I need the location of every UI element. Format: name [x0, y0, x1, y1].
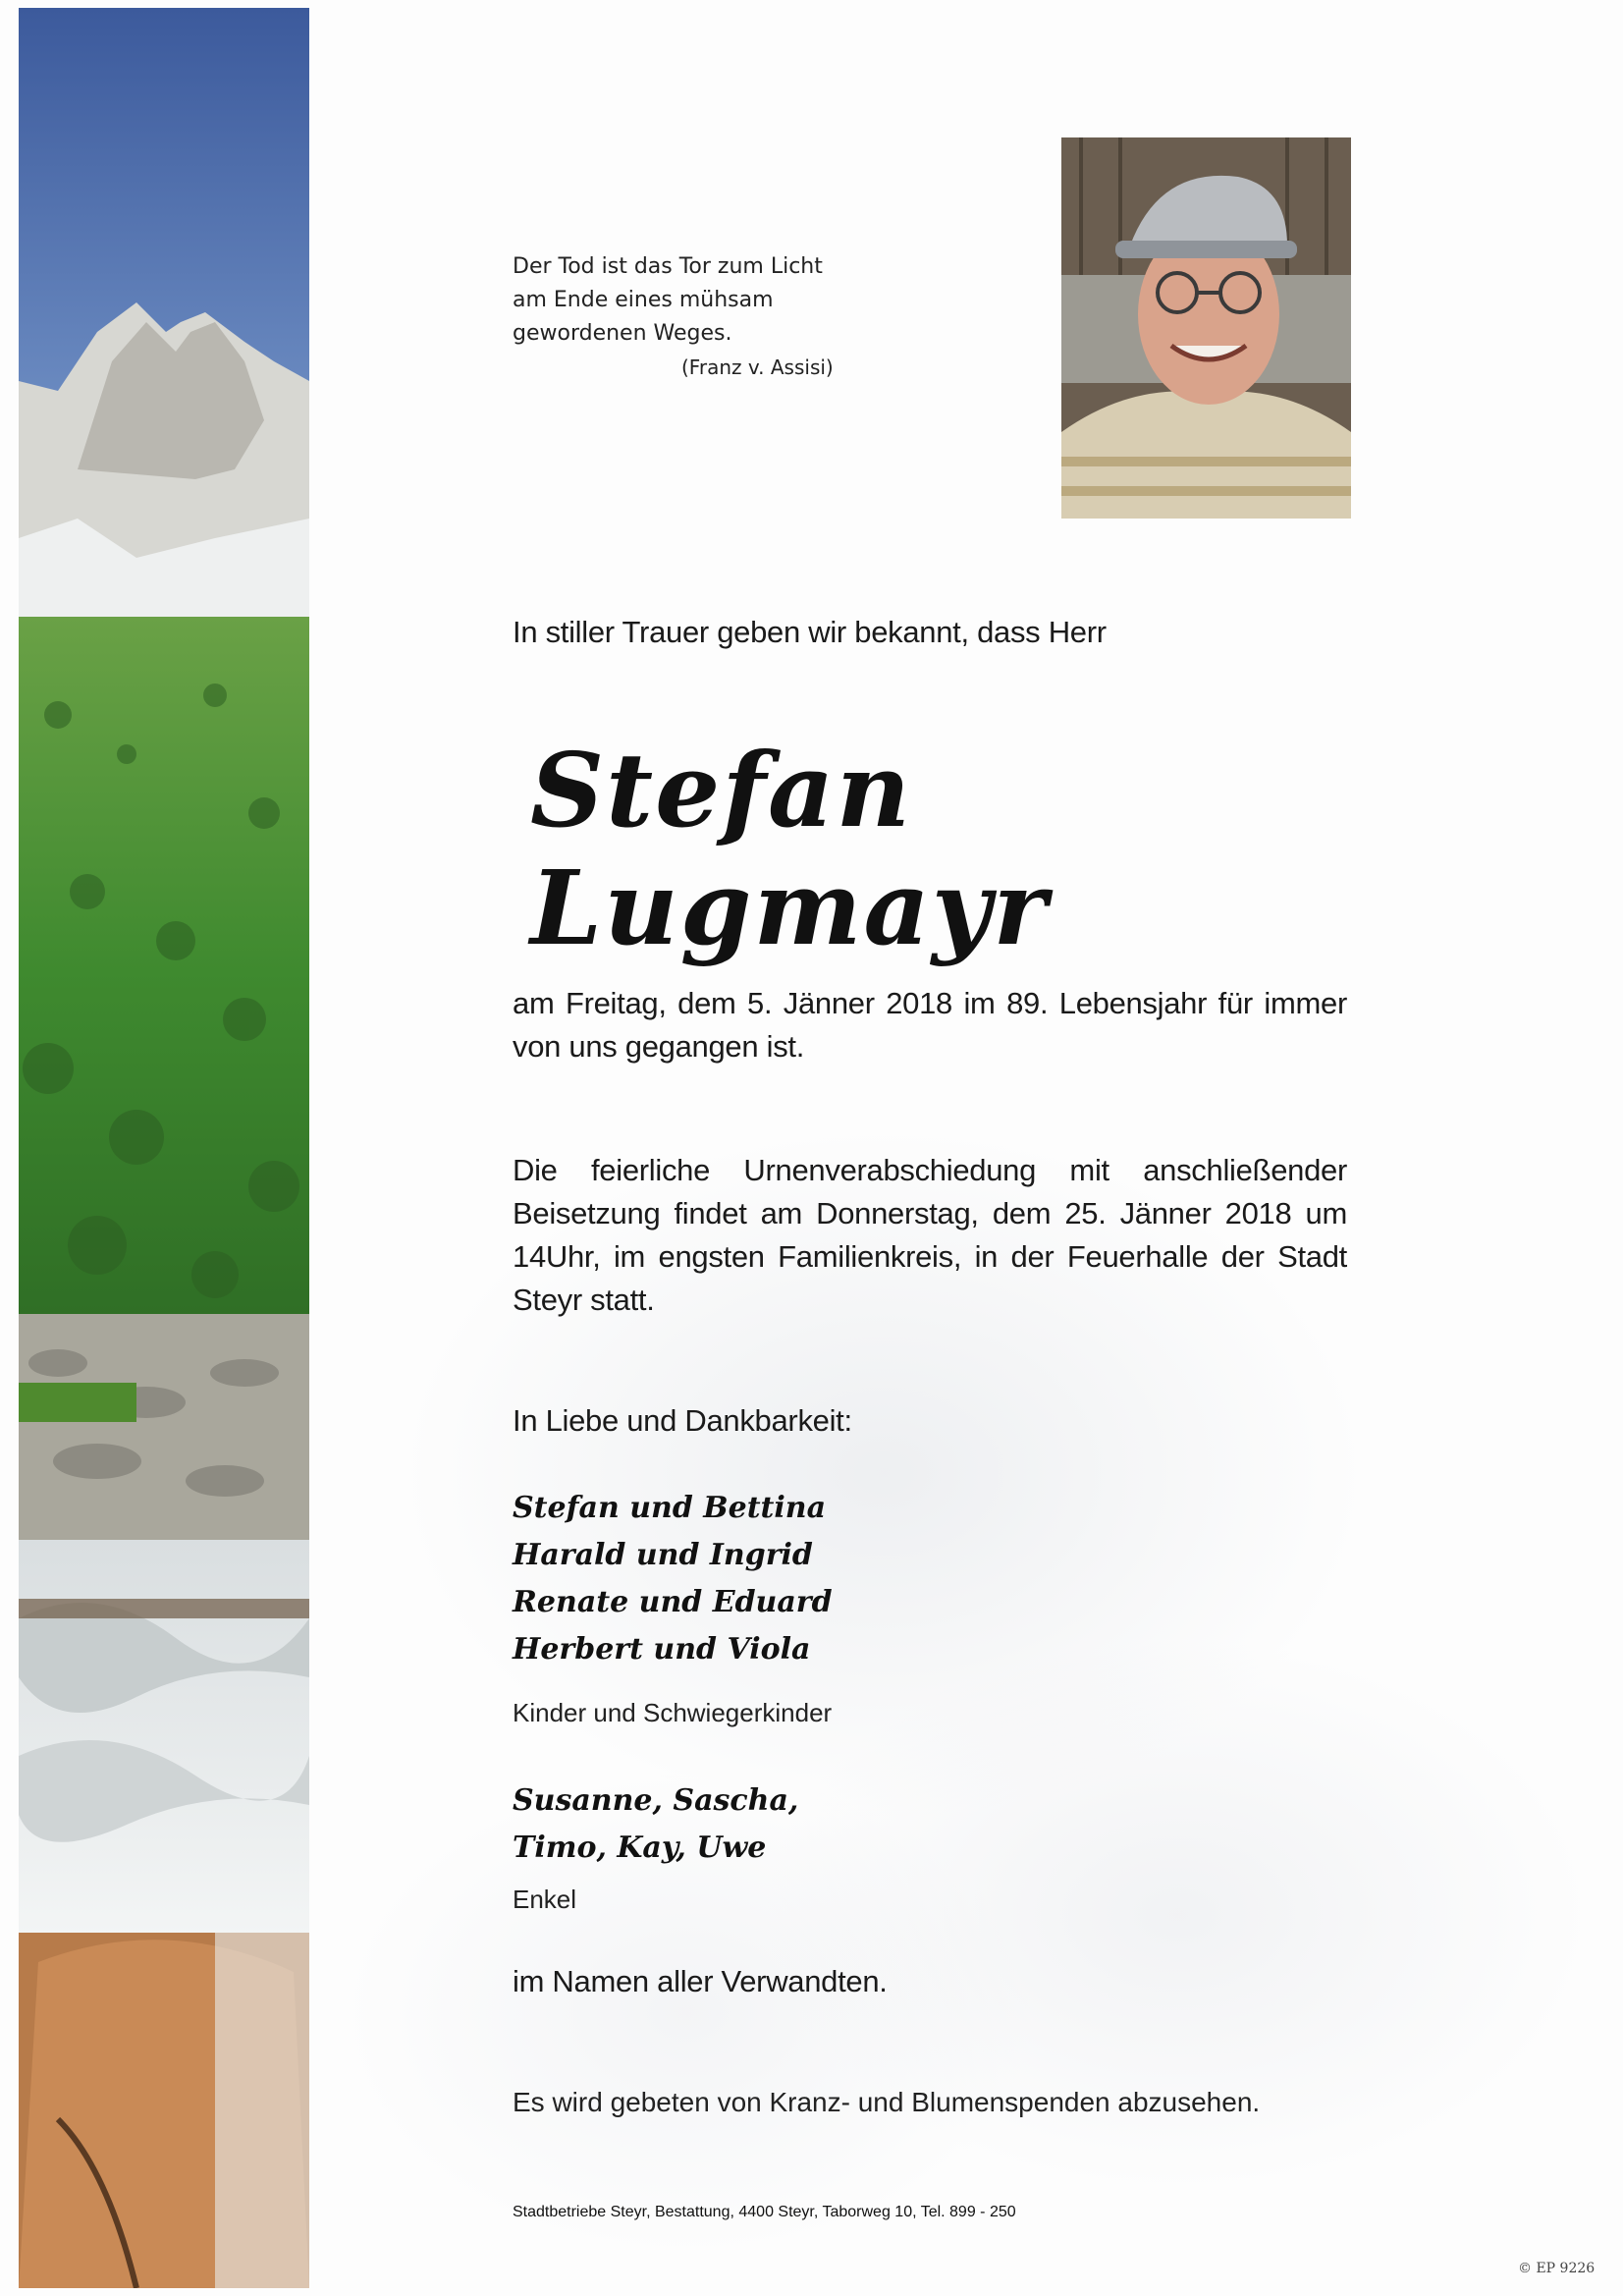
portrait-photo — [1061, 137, 1351, 519]
child-name: Herbert und Viola — [513, 1632, 811, 1667]
children-names — [513, 1485, 833, 1673]
quote-author: (Franz v. Assisi) — [681, 355, 834, 379]
footer-address: Stadtbetriebe Steyr, Bestattung, 4400 Steyr, Taborweg 10, Tel. 899 - 250 — [513, 2204, 1016, 2220]
relatives-text: im Namen aller Verwandten. — [513, 1964, 888, 1998]
intro-text: In stiller Trauer geben wir bekannt, dass Herr — [513, 615, 1107, 649]
deceased-name: Stefan Lugmayr — [530, 730, 1050, 968]
gratitude-text: In Liebe und Dankbarkeit: — [513, 1403, 852, 1438]
child-name: Stefan und Bettina — [513, 1491, 827, 1525]
request-text: Es wird gebeten von Kranz- und Blumenspenden abzusehen. — [513, 2087, 1261, 2117]
ceremony-text: Die feierliche Urnenverabschiedung mit anschließender Beisetzung findet am Donnerstag, dem 25. Jänner 2018 um 14Uhr, im engsten Familienkreis, in der Feuerhalle der Stadt Steyr statt. — [513, 1153, 1347, 1317]
grandchildren-names — [513, 1777, 798, 1872]
quote-line: am Ende eines mühsam — [513, 288, 774, 312]
children-caption: Kinder und Schwiegerkinder — [513, 1698, 833, 1727]
landscape-image — [19, 8, 309, 2288]
grandchildren-caption: Enkel — [513, 1885, 577, 1914]
grandchild-name: Timo, Kay, Uwe — [513, 1831, 767, 1865]
death-notice: am Freitag, dem 5. Jänner 2018 im 89. Lebensjahr für immer von uns gegangen ist. — [513, 986, 1347, 1064]
child-name: Harald und Ingrid — [513, 1538, 813, 1572]
print-code: © EP 9226 — [1518, 2261, 1596, 2276]
quote-block — [513, 250, 846, 384]
quote-line: Der Tod ist das Tor zum Licht — [513, 254, 823, 279]
child-name: Renate und Eduard — [513, 1585, 833, 1619]
grandchild-name: Susanne, Sascha, — [513, 1783, 799, 1818]
quote-line: gewordenen Weges. — [513, 321, 732, 346]
